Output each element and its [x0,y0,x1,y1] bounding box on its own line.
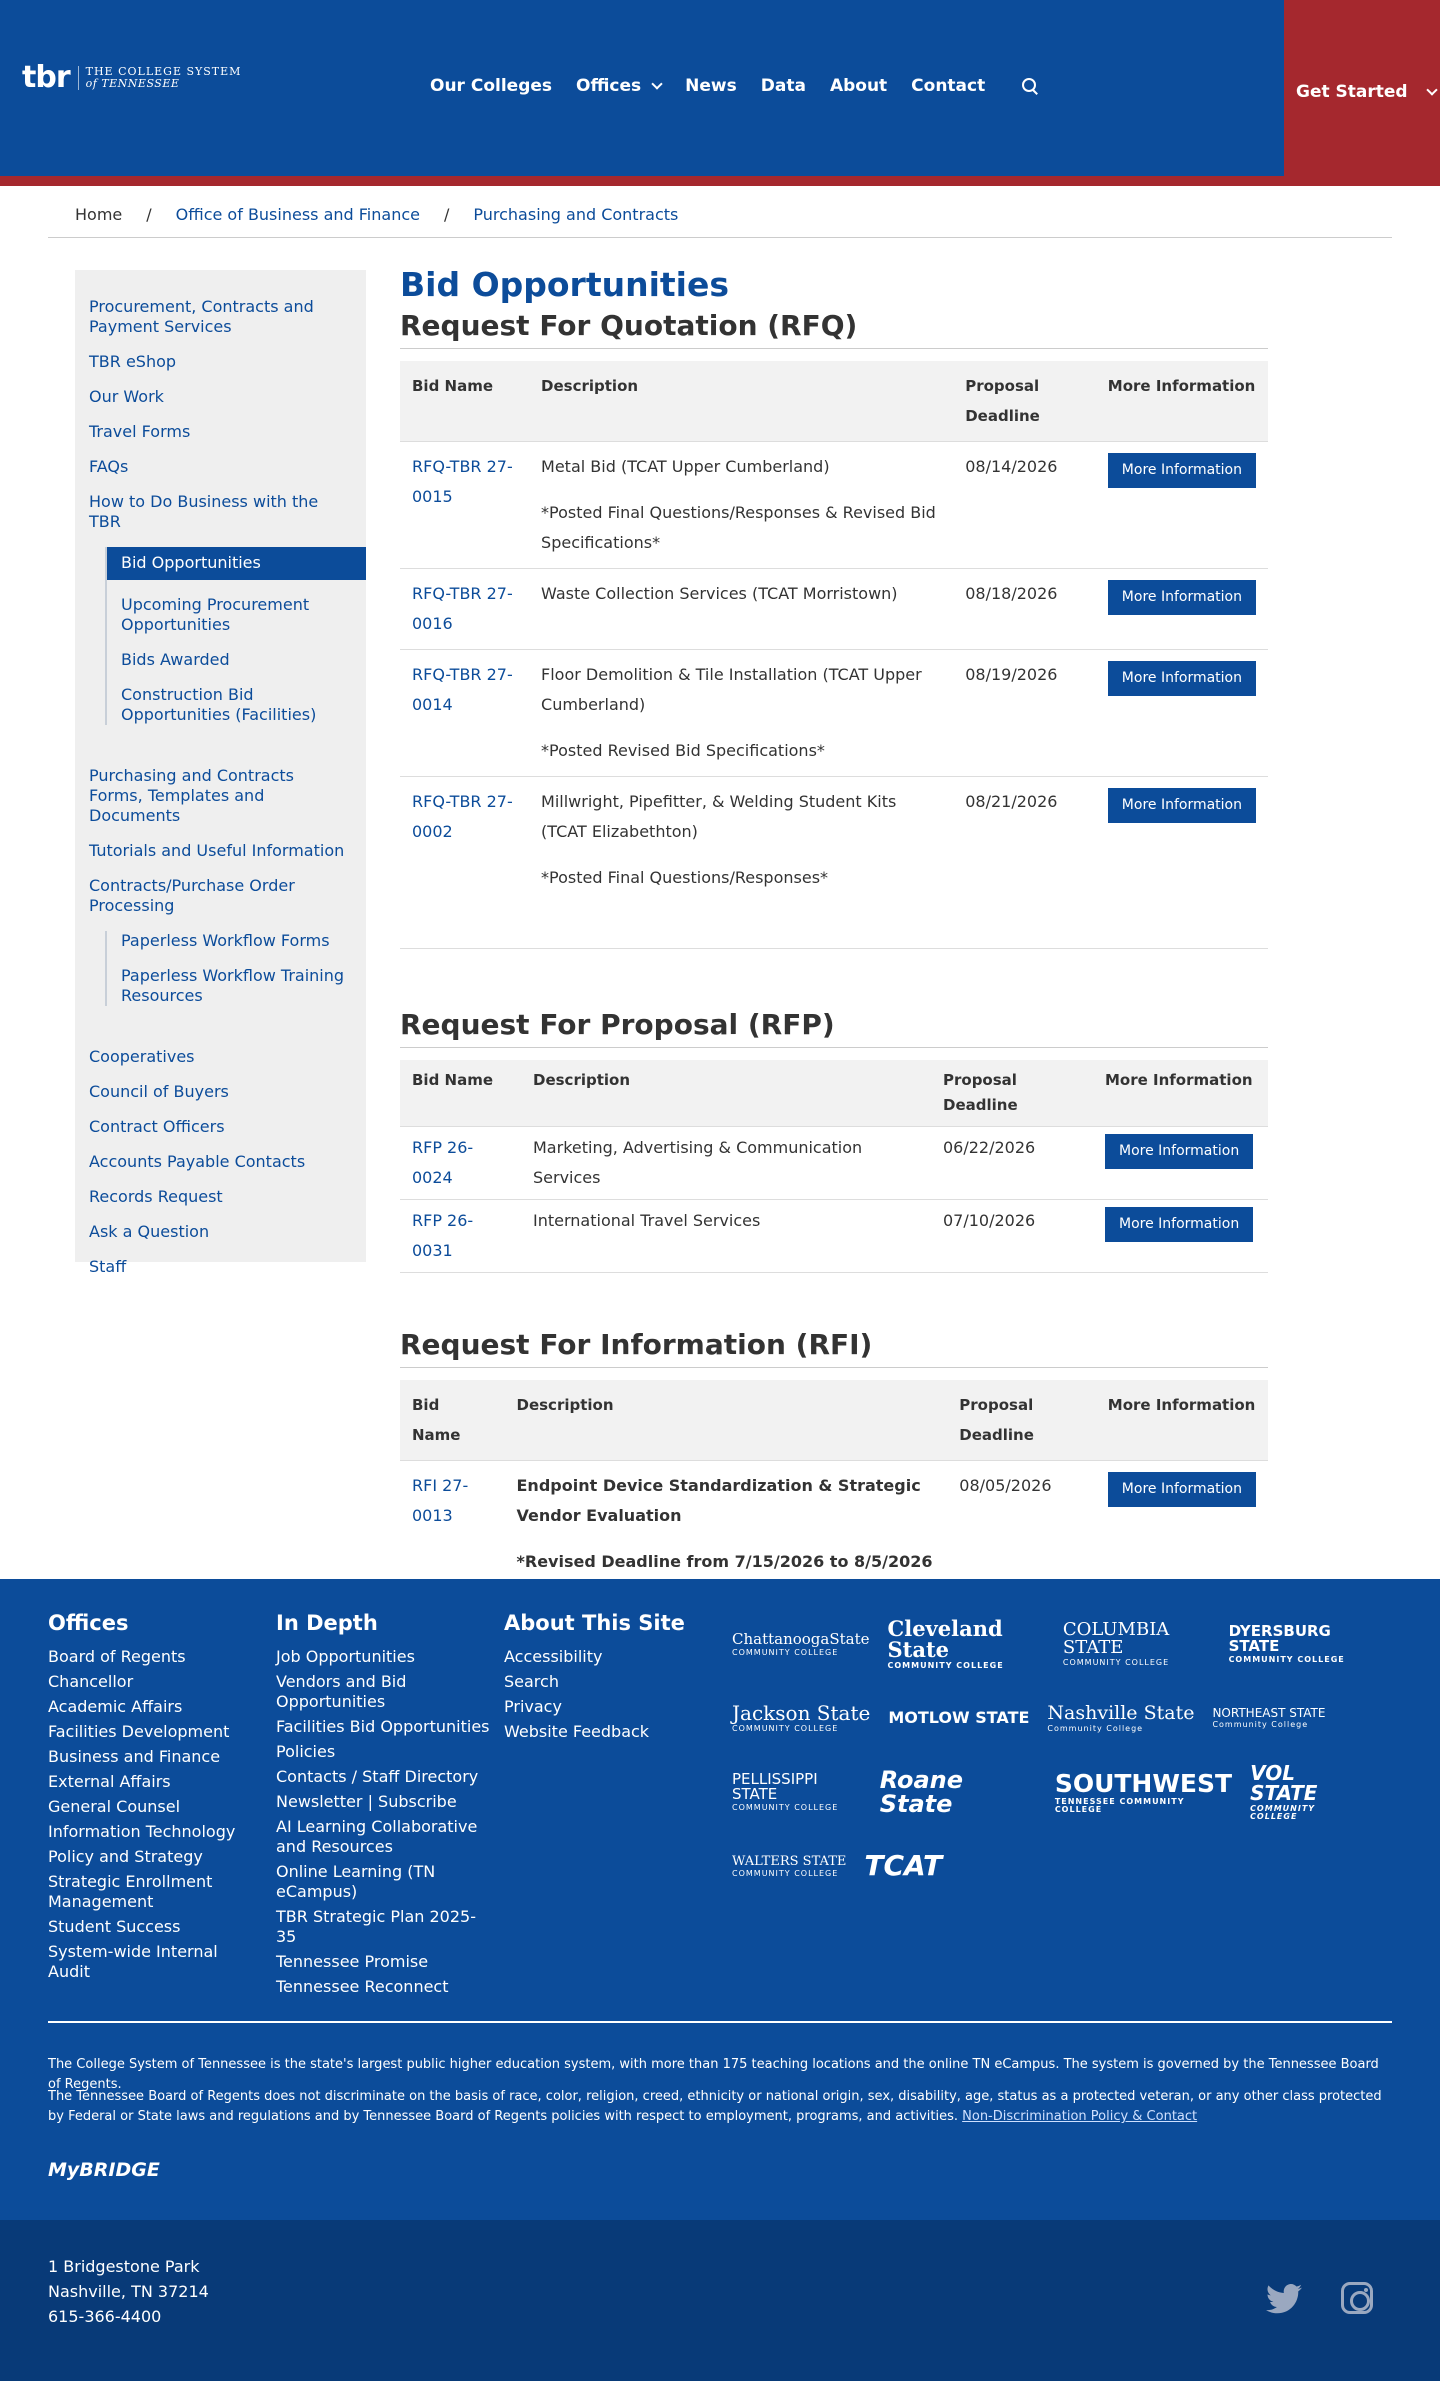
rfq-section-title: Request For Quotation (RFQ) [400,308,1268,349]
nav-contact[interactable]: Contact [911,76,986,96]
college-logo[interactable] [888,1710,1029,1726]
footer-link[interactable]: Facilities Bid Opportunities [276,1717,490,1736]
sidebar-subitem[interactable]: Construction Bid Opportunities (Facilities) [121,685,317,724]
sidebar-item[interactable]: Tutorials and Useful Information [89,841,345,860]
table-row [400,1461,1268,1588]
chevron-down-icon [651,78,662,89]
college-name: Jackson State [732,1701,871,1725]
sidebar-subitem[interactable]: Upcoming Procurement Opportunities [121,595,310,634]
college-logo[interactable] [1063,1621,1211,1667]
column-header: Proposal Deadline [931,1060,1093,1127]
nav-offices[interactable] [576,76,661,96]
logo-mark: tbr [22,60,70,95]
sidebar-item[interactable]: Procurement, Contracts and Payment Services [89,297,314,336]
table-row [400,650,1268,777]
table-end-divider [400,903,1268,949]
college-sub: COMMUNITY COLLEGE [1250,1804,1316,1821]
footer-link[interactable]: Tennessee Reconnect [276,1977,449,1996]
more-information-button[interactable]: More Information [1108,580,1256,615]
table-row [400,1127,1268,1200]
table-row [400,777,1268,904]
contact-bar [0,2220,1440,2381]
footer-link[interactable]: Privacy [504,1697,562,1716]
logo-line1: THE COLLEGE SYSTEM [85,64,242,78]
college-logo[interactable] [880,1768,1037,1816]
column-header: Description [529,361,953,442]
sidebar-item[interactable]: Our Work [89,387,164,406]
footer-link[interactable]: Chancellor [48,1672,134,1691]
college-name: COLUMBIA STATE [1062,1619,1170,1658]
more-information-button[interactable]: More Information [1108,453,1256,488]
bid-link[interactable]: RFP 26-0024 [412,1138,474,1187]
sidebar-item[interactable]: Accounts Payable Contacts [89,1152,306,1171]
bid-link[interactable]: RFP 26-0031 [412,1211,474,1260]
college-name: DYERSBURG STATE [1228,1622,1331,1655]
sidebar-item-active[interactable]: Bid Opportunities [107,547,366,580]
footer-link[interactable]: Policies [276,1742,336,1761]
footer-about [504,1611,714,1747]
bid-note: *Revised Deadline from 7/15/2026 to 8/5/2026 [516,1552,933,1571]
footer-link[interactable]: Accessibility [504,1647,603,1666]
bid-deadline: 08/14/2026 [953,442,1096,569]
bid-description: Endpoint Device Standardization & Strategic Vendor Evaluation [516,1476,921,1525]
site-header [0,0,1440,186]
column-header: Proposal Deadline [947,1380,1096,1461]
college-name: Cleveland State [887,1616,1003,1662]
logo-text [78,66,242,90]
bid-description: Waste Collection Services (TCAT Morristown) [541,584,898,603]
footer-offices [48,1611,258,1987]
footer-link[interactable]: Student Success [48,1917,181,1936]
sidebar-subitem[interactable]: Paperless Workflow Training Resources [121,966,345,1005]
sidebar-item[interactable]: Records Request [89,1187,223,1206]
college-name: WALTERS STATE [732,1853,847,1869]
sidebar-item[interactable]: Travel Forms [89,422,191,441]
footer-link[interactable]: Board of Regents [48,1647,186,1666]
column-header: More Information [1093,1060,1268,1127]
more-information-button[interactable]: More Information [1108,661,1256,696]
address [48,2254,209,2329]
chevron-down-icon [1426,84,1437,95]
sidebar-item[interactable]: Contract Officers [89,1117,225,1136]
footer-in-depth [276,1611,496,2002]
sidebar-item[interactable]: Contracts/Purchase Order Processing [89,876,295,915]
sidebar-item[interactable]: How to Do Business with the TBR [89,492,319,531]
footer-divider [48,2021,1392,2023]
site-footer [0,1579,1440,2220]
college-logo[interactable] [1054,1768,1233,1814]
college-sub: COMMUNITY COLLEGE [732,1647,839,1657]
footer-heading: In Depth [276,1611,378,1635]
sidebar-item[interactable]: Council of Buyers [89,1082,229,1101]
college-sub: COMMUNITY COLLEGE [887,1661,1004,1670]
more-information-button[interactable]: More Information [1105,1134,1253,1169]
college-logo[interactable] [732,1772,862,1812]
footer-link[interactable]: Strategic Enrollment Management [48,1872,213,1911]
breadcrumb-home[interactable]: Home [75,205,123,224]
college-name: VOL STATE [1250,1761,1318,1805]
bid-link[interactable]: RFQ-TBR 27-0002 [412,792,513,841]
footer-heading: About This Site [504,1611,685,1635]
nav-data[interactable]: Data [760,76,806,96]
college-sub: COMMUNITY COLLEGE [732,1868,839,1878]
address-line2: Nashville, TN 37214 [48,2282,209,2301]
bid-deadline: 06/22/2026 [931,1127,1093,1200]
instagram-icon[interactable] [1341,2282,1373,2314]
footer-link[interactable]: Academic Affairs [48,1697,183,1716]
bid-link[interactable]: RFQ-TBR 27-0014 [412,665,513,714]
bid-description: Floor Demolition & Tile Installation (TCAT Upper Cumberland) [541,665,922,714]
get-started-label: Get Started [1296,82,1408,102]
footer-link[interactable]: TBR Strategic Plan 2025-35 [276,1907,476,1946]
sidebar-submenu [105,547,366,725]
college-name: Nashville State [1047,1701,1195,1724]
breadcrumb-separator: / [146,205,152,224]
footer-link[interactable]: External Affairs [48,1772,171,1791]
tbr-logo[interactable] [22,60,241,95]
twitter-icon[interactable] [1266,2284,1302,2314]
bid-description: International Travel Services [521,1200,931,1273]
column-header: Bid Name [400,361,529,442]
get-started-button[interactable] [1296,82,1436,102]
footer-heading: Offices [48,1611,129,1635]
college-name: NORTHEAST STATE [1212,1706,1326,1720]
more-information-button[interactable]: More Information [1105,1207,1253,1242]
bid-deadline: 08/05/2026 [947,1461,1096,1588]
footer-link[interactable]: Business and Finance [48,1747,221,1766]
rfi-section-title: Request For Information (RFI) [400,1327,1268,1368]
footer-link[interactable]: Policy and Strategy [48,1847,203,1866]
bid-deadline: 08/18/2026 [953,569,1096,650]
nav-about[interactable]: About [829,76,888,96]
logo-line2: of TENNESSEE [85,76,180,90]
nondiscrimination-text: The Tennessee Board of Regents does not discriminate on the basis of race, color, religion, creed, ethnicity or national origin, sex, disability, age, status as a protected veteran, or any other class protected by Federal or State laws and regulations and by Tennessee Board of Regents policies with respect to employment, programs, and activities. [48,2089,1382,2124]
college-logo[interactable] [732,1703,870,1733]
bid-note: *Posted Final Questions/Responses & Revised Bid Specifications* [541,503,936,552]
sidebar-submenu [105,931,366,1006]
more-information-button[interactable]: More Information [1108,788,1256,823]
footer-system-statement: The College System of Tennessee is the state's largest public higher education system, with more than 175 teaching locations and the online TN eCampus. The system is governed by the Tennessee Board of Regents. [48,2057,1379,2092]
bid-link[interactable]: RFQ-TBR 27-0016 [412,584,513,633]
bid-link[interactable]: RFQ-TBR 27-0015 [412,457,513,506]
sidebar-subitem[interactable]: Bids Awarded [121,650,230,669]
bid-description: Metal Bid (TCAT Upper Cumberland) [541,457,830,476]
college-name: Roane State [879,1766,964,1818]
bid-deadline: 08/21/2026 [953,777,1096,904]
college-logo[interactable] [732,1855,846,1878]
sidebar-item[interactable]: Purchasing and Contracts Forms, Templates and Documents [89,766,294,825]
sidebar-subitem[interactable]: Paperless Workflow Forms [121,931,330,950]
college-name: TCAT [864,1849,943,1882]
nav-our-colleges[interactable]: Our Colleges [430,76,553,96]
more-information-button[interactable]: More Information [1108,1472,1256,1507]
column-header: More Information [1096,1380,1268,1461]
footer-link[interactable]: Search [504,1672,559,1691]
column-header: Bid Name [400,1380,505,1461]
college-logo[interactable] [1250,1763,1364,1821]
college-sub: COMMUNITY COLLEGE [732,1724,839,1733]
bid-description: Marketing, Advertising & Communication Services [521,1127,931,1200]
college-sub: Community College [1047,1723,1144,1733]
column-header: Bid Name [400,1060,521,1127]
breadcrumb-divider [48,237,1392,238]
footer-link[interactable]: Job Opportunities [276,1647,415,1666]
college-sub: Community College [1212,1720,1309,1729]
footer-link[interactable]: General Counsel [48,1797,181,1816]
bid-link[interactable]: RFI 27-0013 [412,1476,469,1525]
footer-link[interactable]: Vendors and Bid Opportunities [276,1672,407,1711]
sidebar-item[interactable]: TBR eShop [89,352,177,371]
footer-link[interactable]: AI Learning Collaborative and Resources [276,1817,478,1856]
mybridge-logo[interactable]: MyBRIDGE [48,2159,160,2181]
table-row [400,1200,1268,1273]
bid-description: Millwright, Pipefitter, & Welding Student Kits (TCAT Elizabethton) [541,792,897,841]
main-content [400,262,1268,1588]
footer-link[interactable]: Newsletter | Subscribe [276,1792,457,1811]
college-sub: TENNESSEE COMMUNITY COLLEGE [1054,1796,1185,1814]
sidebar-item[interactable]: Staff [89,1257,127,1276]
college-logo[interactable] [1047,1701,1195,1733]
sidebar-item[interactable]: FAQs [89,457,129,476]
bid-note: *Posted Revised Bid Specifications* [541,741,825,760]
college-sub: COMMUNITY COLLEGE [1062,1658,1170,1667]
address-line1: 1 Bridgestone Park [48,2257,200,2276]
college-logo[interactable] [732,1629,870,1657]
college-sub: COMMUNITY COLLEGE [1228,1655,1345,1664]
table-row [400,442,1268,569]
college-name: SOUTHWEST [1054,1768,1233,1798]
college-logo[interactable] [1212,1707,1325,1729]
table-row [400,569,1268,650]
column-header: More Information [1096,361,1268,442]
footer-link[interactable]: Contacts / Staff Directory [276,1767,479,1786]
rfp-table [400,1060,1268,1273]
footer-link[interactable]: System-wide Internal Audit [48,1942,218,1981]
sidebar-item[interactable]: Cooperatives [89,1047,195,1066]
bid-deadline: 08/19/2026 [953,650,1096,777]
main-nav [430,76,1039,96]
footer-link[interactable]: Online Learning (TN eCampus) [276,1862,436,1901]
college-name: ChattanoogaState [732,1629,870,1648]
college-logos [732,1609,1382,1905]
bid-note: *Posted Final Questions/Responses* [541,868,829,887]
rfq-table [400,361,1268,903]
column-header: Description [521,1060,931,1127]
sidebar [75,270,366,1276]
footer-link[interactable]: Facilities Development [48,1722,230,1741]
sidebar-item[interactable]: Ask a Question [89,1222,210,1241]
column-header: Proposal Deadline [953,361,1096,442]
nav-news[interactable]: News [685,76,737,96]
footer-link[interactable]: Information Technology [48,1822,236,1841]
rfi-table [400,1380,1268,1588]
footer-link[interactable]: Tennessee Promise [276,1952,429,1971]
phone-number: 615-366-4400 [48,2307,162,2326]
search-icon[interactable] [1021,77,1039,95]
breadcrumb-purchasing[interactable]: Purchasing and Contracts [473,205,679,224]
breadcrumb [75,205,678,224]
nondiscrimination-link[interactable]: Non-Discrimination Policy & Contact [962,2109,1198,2124]
bid-deadline: 07/10/2026 [931,1200,1093,1273]
nav-offices-label: Offices [576,76,642,96]
breadcrumb-separator: / [443,205,450,224]
college-name: PELLISSIPPI STATE [732,1770,818,1803]
footer-link[interactable]: Website Feedback [504,1722,650,1741]
column-header: Description [505,1380,948,1461]
breadcrumb-business-finance[interactable]: Office of Business and Finance [175,205,420,224]
rfp-section-title: Request For Proposal (RFP) [400,1007,1268,1048]
footer-nondiscrimination [48,2087,1392,2127]
page-title: Bid Opportunities [400,265,730,304]
college-logo[interactable] [1229,1624,1364,1664]
college-name: MOTLOW STATE [888,1708,1030,1727]
college-sub: COMMUNITY COLLEGE [732,1803,839,1812]
college-logo[interactable] [864,1849,943,1882]
college-logo[interactable] [888,1618,1045,1670]
